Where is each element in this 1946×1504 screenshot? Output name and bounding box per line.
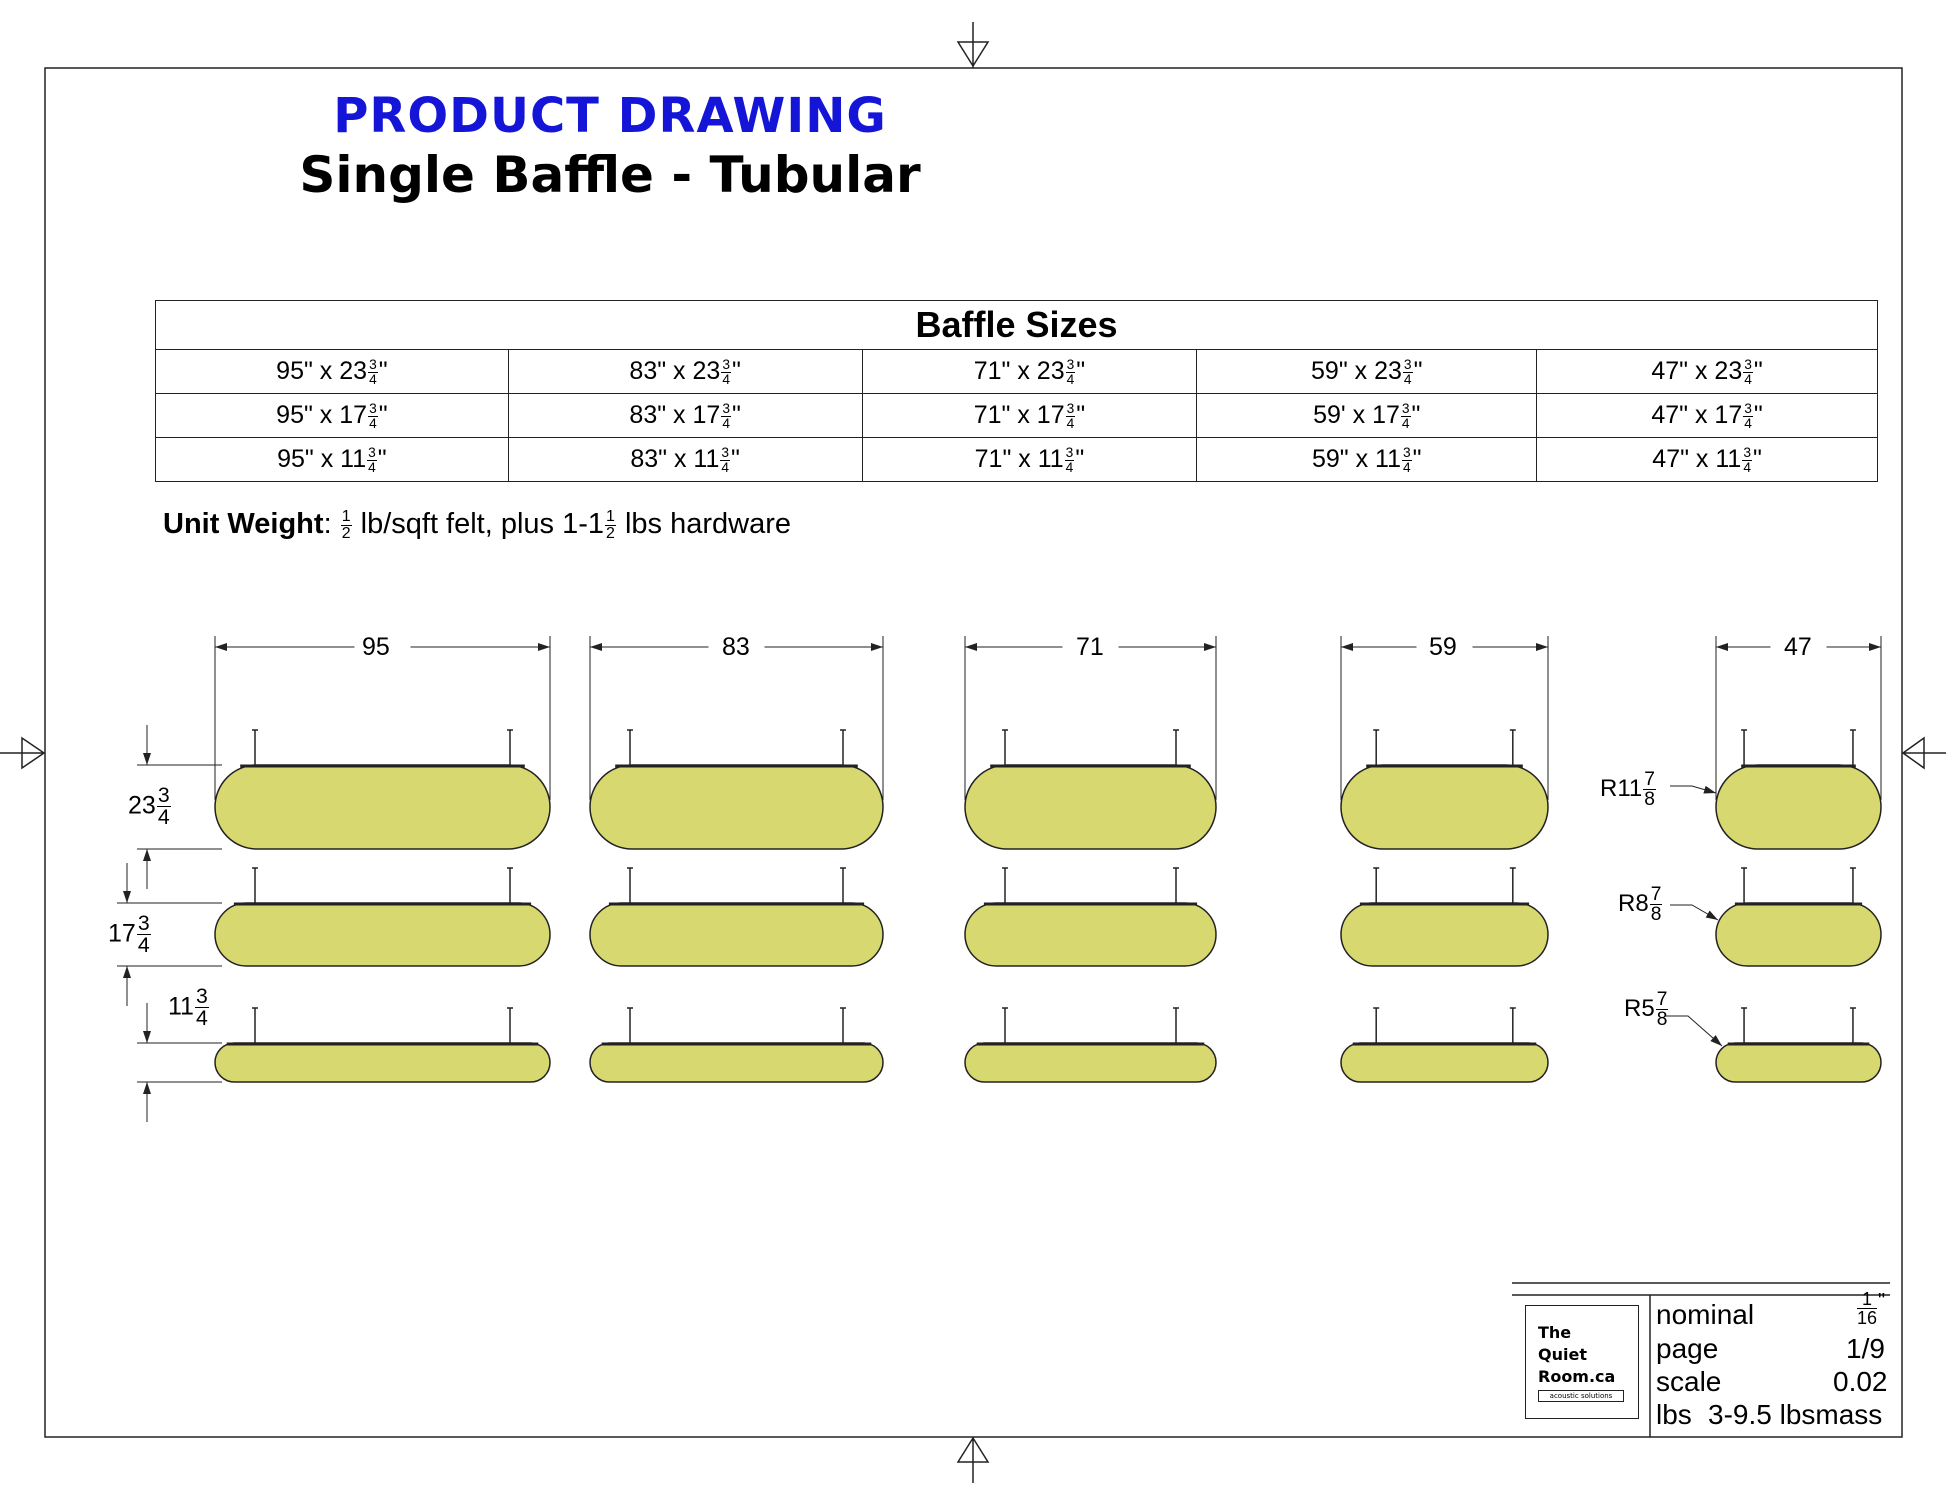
- center-marks: [0, 22, 1946, 1483]
- baffle-panel: [1341, 765, 1548, 849]
- mass-value: 3-9.5 lbsmass: [1708, 1399, 1883, 1430]
- radius-label-r11: R11 $\frac{7}{8}$: [1600, 769, 1655, 811]
- radius-label-r8: R8 $\frac{7}{8}$: [1618, 884, 1662, 926]
- size-cell: 83" x 11 $\frac{3}{4}$ ": [508, 438, 862, 482]
- nominal-label: nominal: [1656, 1299, 1755, 1330]
- width-label-83: 83: [722, 633, 750, 661]
- height-label-23-3-4: 23 $\frac{3}{4}$: [128, 783, 170, 830]
- baffle-panel: [1716, 765, 1881, 849]
- unit-weight: Unit Weight: $\frac{1}{2}$ lb/sqft felt, plus 1-1 $\frac{1}{2}$ lbs hardware: [163, 507, 791, 542]
- nominal-value: $\frac{1}{16}$ ": [1857, 1289, 1886, 1328]
- page-title: PRODUCT DRAWING: [333, 88, 887, 144]
- size-cell: 71" x 23 $\frac{3}{4}$ ": [862, 350, 1197, 394]
- size-cell: 83" x 23 $\frac{3}{4}$ ": [508, 350, 862, 394]
- baffle-panel: [1716, 1043, 1881, 1082]
- table-row: [156, 394, 1878, 438]
- hardware-text: lbs hardware: [624, 508, 791, 540]
- baffle-panel: [1716, 903, 1881, 966]
- baffle-panel: [1341, 903, 1548, 966]
- radius-label-r5: R5 $\frac{7}{8}$: [1624, 989, 1668, 1031]
- scale-value: 0.02: [1833, 1366, 1888, 1397]
- company-logo: The Quiet Room.ca acoustic solutions: [1525, 1305, 1639, 1419]
- radius-leader: [1670, 786, 1716, 793]
- size-cell: 95" x 11 $\frac{3}{4}$ ": [156, 438, 509, 482]
- width-label-47: 47: [1784, 633, 1812, 661]
- size-cell: 47" x 11 $\frac{3}{4}$ ": [1537, 438, 1878, 482]
- baffle-panel: [1341, 1043, 1548, 1082]
- table-row: [156, 350, 1878, 394]
- baffle-panel: [965, 903, 1216, 966]
- height-label-17-3-4: 17 $\frac{3}{4}$: [108, 911, 150, 958]
- baffle-panel: [215, 765, 550, 849]
- scale-label: scale: [1656, 1366, 1722, 1397]
- size-cell: 71" x 11 $\frac{3}{4}$ ": [862, 438, 1197, 482]
- baffle-panel: [215, 1043, 550, 1082]
- baffle-sizes-table: [155, 300, 1878, 482]
- height-label-11-3-4: 11 $\frac{3}{4}$: [168, 984, 208, 1031]
- size-cell: 47" x 17 $\frac{3}{4}$ ": [1537, 394, 1878, 438]
- width-label-95: 95: [362, 633, 390, 661]
- unit-weight-label: Unit Weight: [163, 508, 324, 540]
- felt-fraction: $\frac{1}{2}$: [341, 507, 351, 542]
- width-label-59: 59: [1429, 633, 1457, 661]
- baffle-panel: [590, 1043, 883, 1082]
- size-cell: 59' x 17 $\frac{3}{4}$ ": [1197, 394, 1537, 438]
- baffle-panel: [590, 765, 883, 849]
- hardware-fraction: $\frac{1}{2}$: [606, 507, 615, 542]
- width-label-71: 71: [1076, 633, 1104, 661]
- page-subtitle: Single Baffle - Tubular: [299, 146, 921, 204]
- page-label: page: [1656, 1333, 1719, 1364]
- size-cell: 59" x 23 $\frac{3}{4}$ ": [1197, 350, 1537, 394]
- size-cell: 71" x 17 $\frac{3}{4}$ ": [862, 394, 1197, 438]
- size-cell: 83" x 17 $\frac{3}{4}$ ": [508, 394, 862, 438]
- radius-leader: [1666, 1016, 1722, 1046]
- size-cell: 59" x 11 $\frac{3}{4}$ ": [1197, 438, 1537, 482]
- size-cell: 95" x 17 $\frac{3}{4}$ ": [156, 394, 509, 438]
- page-value: 1/9: [1846, 1333, 1885, 1364]
- baffle-panel: [590, 903, 883, 966]
- size-cell: 95" x 23 $\frac{3}{4}$ ": [156, 350, 509, 394]
- baffle-panel: [215, 903, 550, 966]
- felt-text: lb/sqft felt, plus 1-1: [360, 508, 605, 540]
- mass-label: lbs: [1656, 1399, 1692, 1430]
- table-row: [156, 438, 1878, 482]
- table-heading: Baffle Sizes: [156, 301, 1878, 350]
- baffle-panel: [965, 765, 1216, 849]
- baffle-panel: [965, 1043, 1216, 1082]
- size-cell: 47" x 23 $\frac{3}{4}$ ": [1537, 350, 1878, 394]
- sheet-border: [45, 68, 1902, 1437]
- radius-leader: [1670, 905, 1718, 920]
